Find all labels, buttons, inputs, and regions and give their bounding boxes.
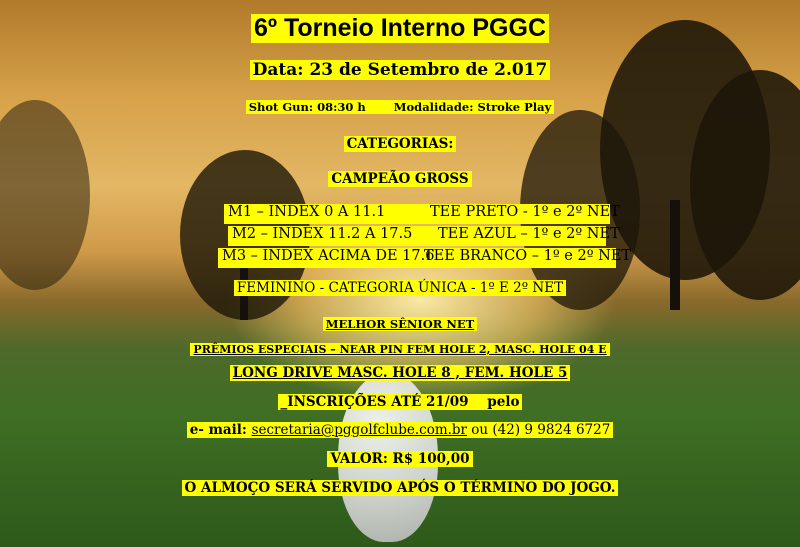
contact-info (187, 422, 614, 438)
senior-category: MELHOR SÊNIOR NET (323, 317, 477, 331)
email-link[interactable]: secretaria@pggolfclube.com.br (251, 422, 468, 438)
inscricoes-deadline: _INSCRIÇÕES ATÉ 21/09 (280, 394, 469, 410)
long-drive: LONG DRIVE MASC. HOLE 8 , FEM. HOLE 5 (230, 365, 571, 381)
valor-row (0, 448, 800, 467)
event-date: Data: 23 de Setembro de 2.017 (250, 60, 551, 80)
email-label: e- mail: (189, 422, 252, 438)
poster-title: 6º Torneio Interno PGGC (251, 14, 549, 43)
format-info (246, 100, 555, 114)
campeao-gross: CAMPEÃO GROSS (328, 171, 471, 187)
feminino-row (0, 277, 800, 296)
title-row (0, 14, 800, 43)
inscricoes-pelo: pelo (487, 394, 520, 410)
modalidade: Modalidade: Stroke Play (393, 100, 552, 114)
long-drive-row (0, 362, 800, 381)
premios-row (0, 338, 800, 357)
valor: VALOR: R$ 100,00 (327, 451, 472, 467)
inscricoes (278, 394, 523, 410)
shotgun-time: Shot Gun: 08:30 h (248, 100, 366, 114)
category-tee: TEE BRANCO – 1º e 2º NET (424, 248, 632, 264)
format-row (0, 96, 800, 115)
category-tee: TEE AZUL – 1º e 2º NET (438, 226, 620, 242)
category-m1 (224, 204, 620, 224)
category-m3 (218, 248, 632, 268)
tree-silhouette (0, 100, 90, 290)
category-tee: TEE PRETO - 1º e 2º NET (430, 204, 620, 220)
category-name: M3 – INDEX ACIMA DE 17.6 (222, 248, 435, 264)
almoco-row (0, 477, 800, 496)
senior-row (0, 313, 800, 332)
almoco-note: O ALMOÇO SERÁ SERVIDO APÓS O TÉRMINO DO JOGO. (182, 480, 619, 496)
categorias-row (0, 133, 800, 152)
category-name: M2 – INDEX 11.2 A 17.5 (232, 226, 413, 242)
categorias-heading: CATEGORIAS: (344, 136, 457, 152)
feminino-category: FEMININO - CATEGORIA ÚNICA - 1º E 2º NET (234, 280, 566, 296)
contact-row (0, 419, 800, 438)
date-row (0, 60, 800, 80)
category-name: M1 – INDEX 0 A 11.1 (228, 204, 386, 220)
phone-number: ou (42) 9 9824 6727 (467, 422, 611, 438)
campeao-row (0, 168, 800, 187)
inscricoes-row (0, 391, 800, 410)
premios-especiais: PRÊMIOS ESPECIAIS – NEAR PIN FEM HOLE 2, MASC. HOLE 04 E (190, 343, 609, 356)
category-m2 (228, 226, 620, 246)
